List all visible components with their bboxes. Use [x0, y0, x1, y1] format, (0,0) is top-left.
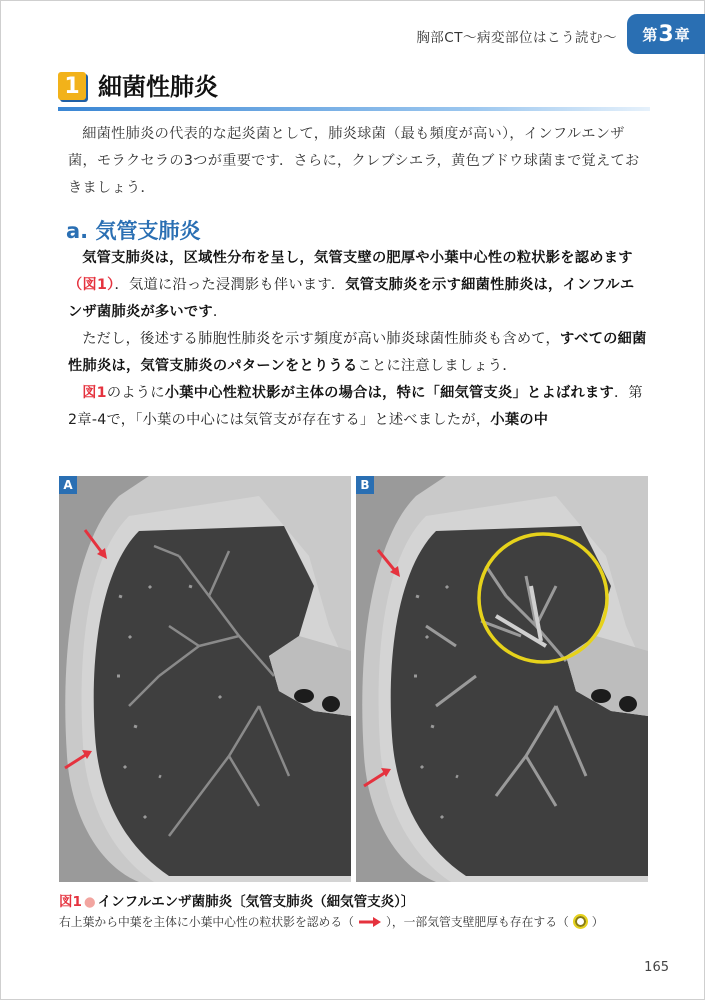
body-paragraph-1	[68, 245, 648, 326]
p3-text-2: ．第2章-4で，「小葉の中心には気管支が存在する」と述べましたが，	[68, 385, 643, 428]
fig-ref-1: （図1）	[68, 277, 115, 293]
chapter-number: 3	[658, 21, 674, 47]
ct-scan-a-drawing	[59, 476, 351, 882]
yellow-circle-legend-icon	[573, 914, 588, 929]
section-heading	[58, 72, 650, 112]
p3-bold-2: 小葉の中	[490, 412, 549, 428]
p2-bold: すべての細菌性肺炎は，気管支肺炎のパターンをとりうる	[68, 331, 647, 374]
body-text	[68, 245, 648, 434]
red-arrow-legend-icon	[358, 917, 382, 927]
running-header: 胸部CT〜病変部位はこう読む〜	[416, 30, 617, 46]
page-number: 165	[644, 960, 669, 975]
p1-end: ．	[212, 304, 228, 320]
figure-description	[59, 913, 604, 930]
p3-text: のように	[106, 385, 165, 401]
p2-end: ことに注意しましょう．	[357, 358, 517, 374]
desc-part-1: 右上葉から中葉を主体に小葉中心性の粒状影を認める（	[59, 915, 354, 929]
p3-bold: 小葉中心性粒状影が主体の場合は，特に「細気管支炎」とよばれます	[164, 385, 614, 401]
caption-title: インフルエンザ菌肺炎〔気管支肺炎（細気管支炎）〕	[97, 894, 415, 910]
p1-text: ．気道に沿った浸潤影も伴います．	[114, 277, 346, 293]
section-number-badge: 1	[58, 72, 86, 100]
subsection-title: a. 気管支肺炎	[66, 219, 201, 243]
desc-part-2: ），一部気管支壁肥厚も存在する（	[385, 915, 569, 929]
p2-text: ただし，後述する肺胞性肺炎を示す頻度が高い肺炎球菌性肺炎も含めて，	[82, 331, 560, 347]
chapter-suffix: 章	[674, 25, 690, 44]
fig-ref-2: 図1	[82, 385, 107, 401]
intro-text: 細菌性肺炎の代表的な起炎菌として，肺炎球菌（最も頻度が高い），インフルエンザ菌，モラクセラの3つが重要です．さらに，クレブシエラ，黄色ブドウ球菌まで覚えておきましょう．	[68, 126, 640, 196]
panel-b-label: B	[356, 476, 374, 494]
chapter-tab	[627, 14, 705, 54]
ct-image-panel-b	[356, 476, 648, 882]
ct-scan-b-drawing	[356, 476, 648, 882]
panel-a-label: A	[59, 476, 77, 494]
body-paragraph-2	[68, 326, 648, 380]
chapter-prefix: 第	[642, 25, 658, 44]
section-title: 細菌性肺炎	[98, 73, 218, 101]
intro-paragraph	[68, 121, 648, 202]
desc-part-3: ）	[591, 915, 604, 929]
caption-figure-ref: 図1	[59, 894, 82, 910]
ct-image-panel-a	[59, 476, 351, 882]
p1-bold: 気管支肺炎は，区域性分布を呈し，気管支壁の肥厚や小葉中心性の粒状影を認めます	[82, 250, 633, 266]
caption-dot: ●	[83, 894, 96, 910]
p1-bold-2: 気管支肺炎を示す細菌性肺炎は，インフルエンザ菌肺炎が多いです	[68, 277, 635, 320]
section-rule	[58, 107, 650, 111]
body-paragraph-3	[68, 380, 648, 434]
figure-caption	[59, 890, 414, 910]
